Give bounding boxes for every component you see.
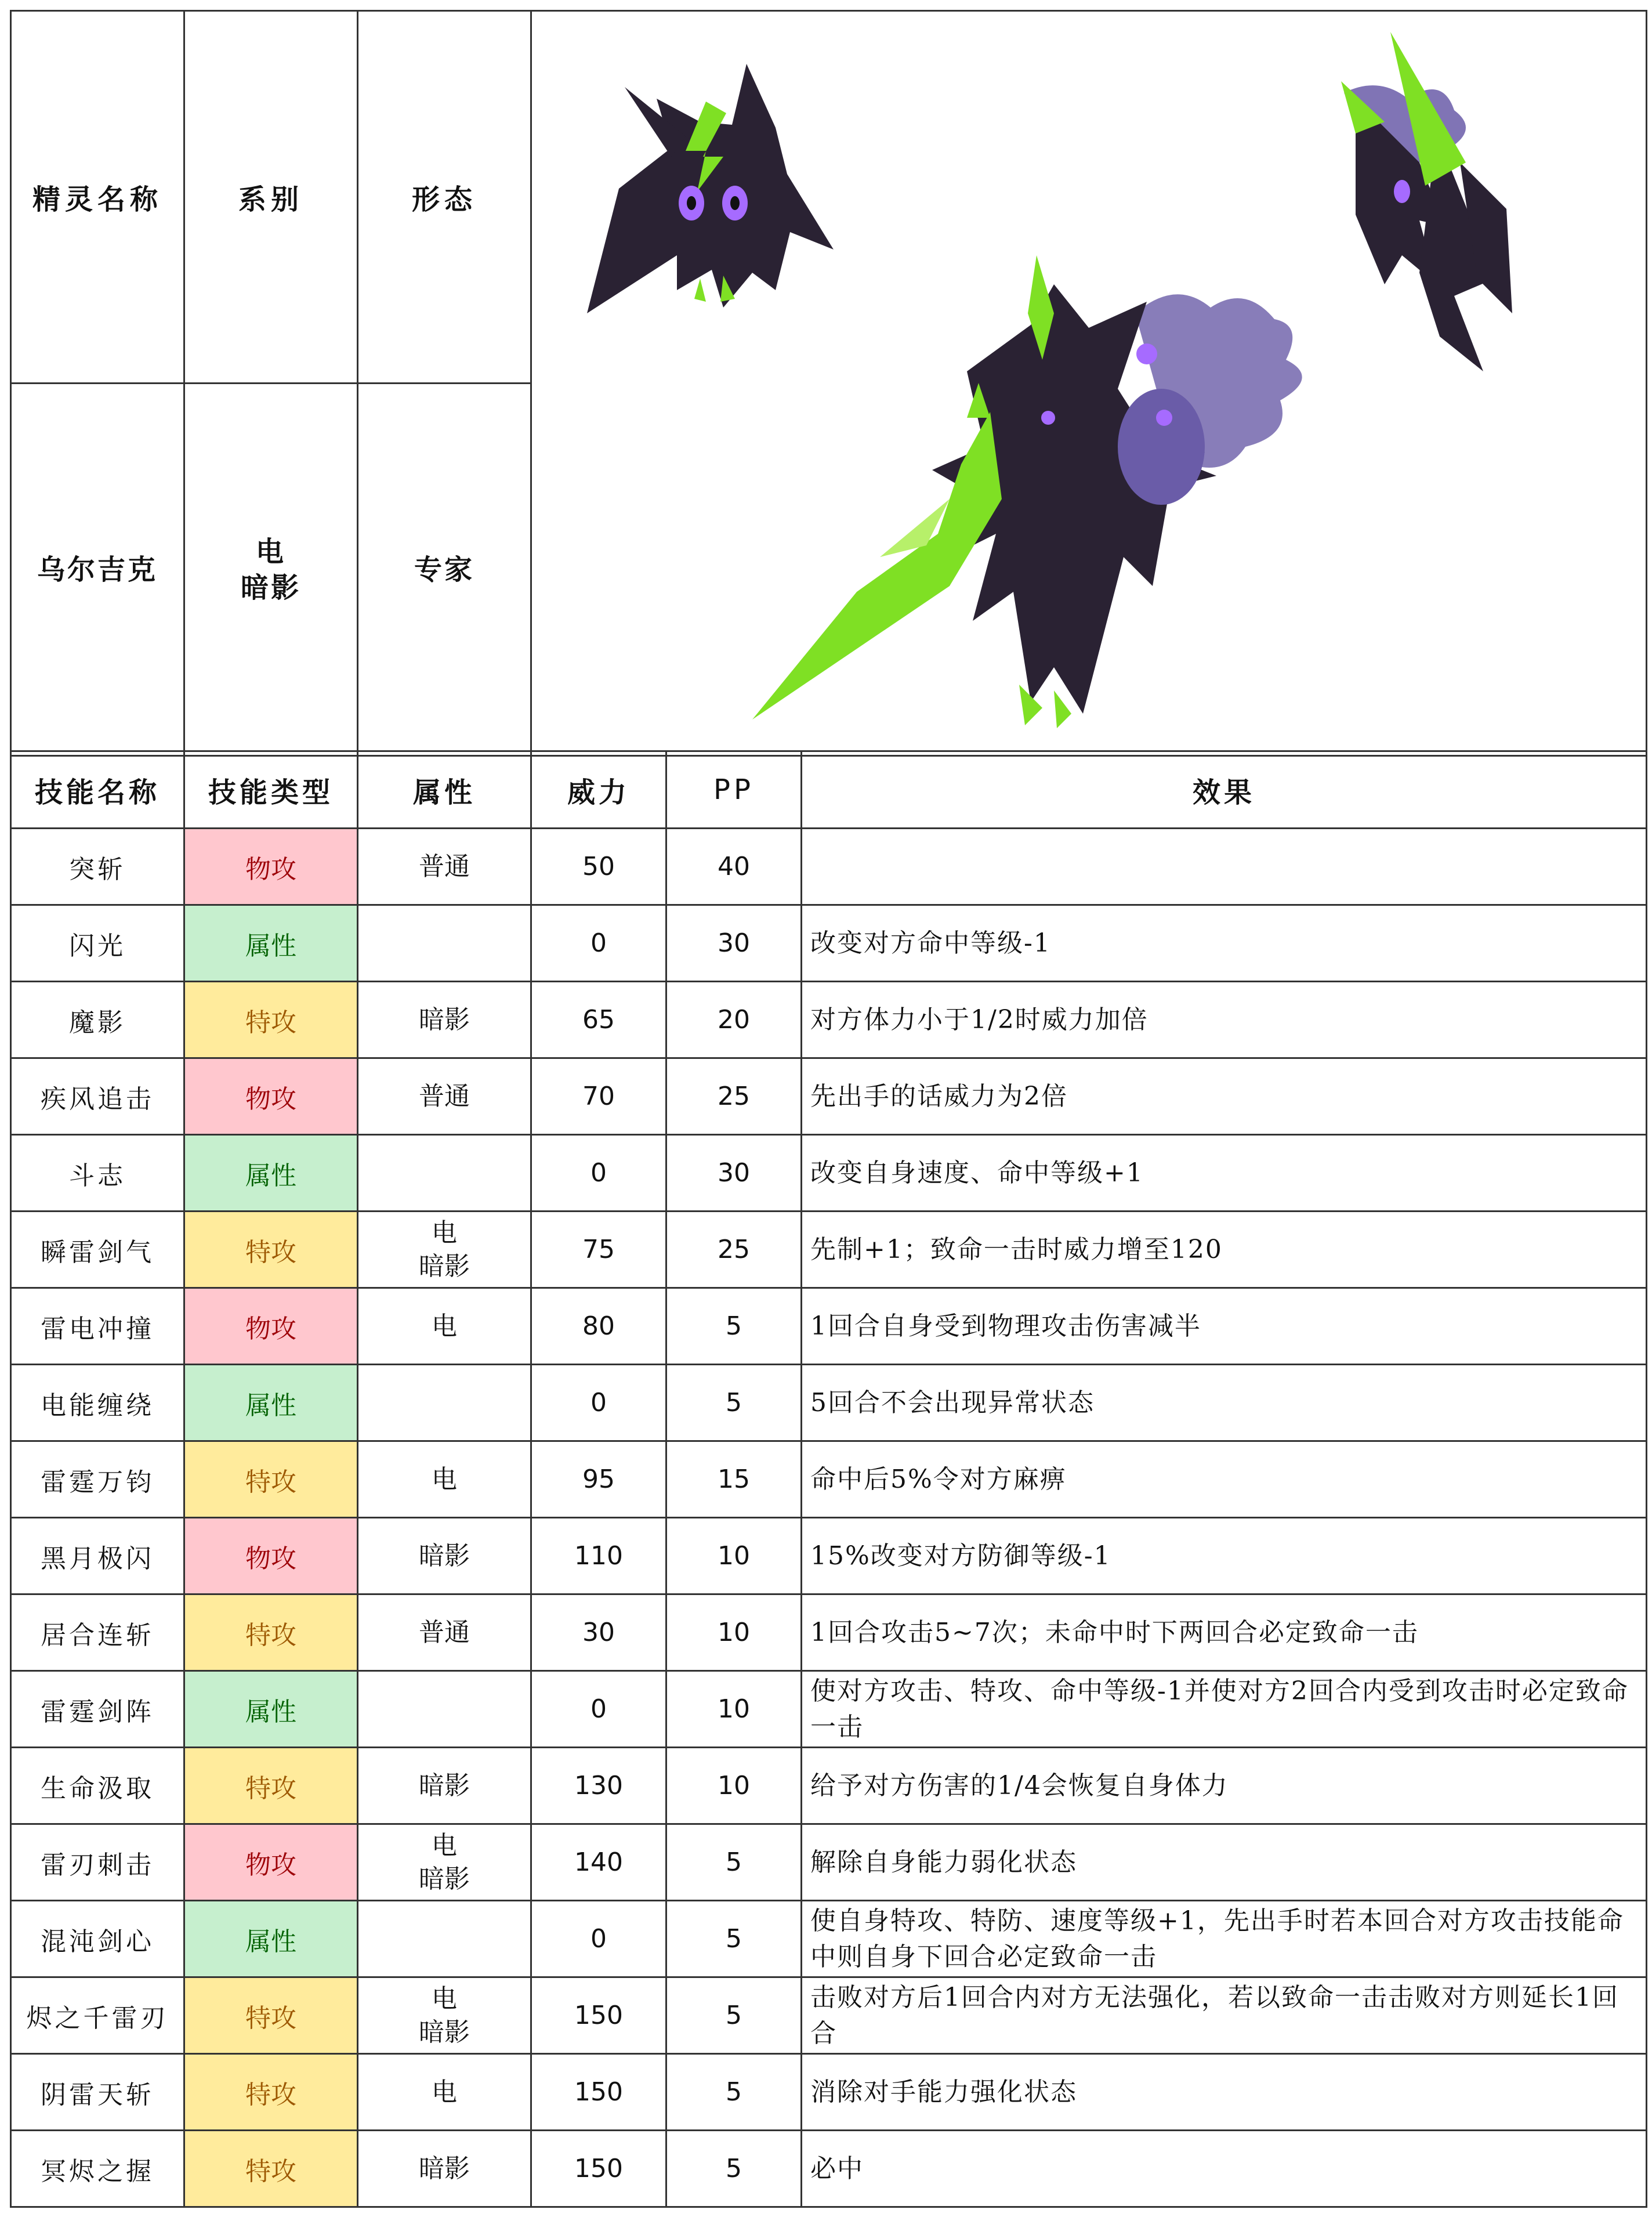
skill-row <box>11 982 1647 1058</box>
skill-attribute-line-1: 电 <box>432 1311 457 1341</box>
skill-effect: 命中后5%令对方麻痹 <box>802 1441 1647 1518</box>
skill-pp: 30 <box>666 905 802 982</box>
skill-attribute <box>358 1594 531 1671</box>
skill-attribute <box>358 1135 531 1212</box>
skill-name: 突斩 <box>11 829 184 905</box>
skill-type-badge: 物攻 <box>184 1058 358 1135</box>
skill-row <box>11 1212 1647 1288</box>
skill-row <box>11 829 1647 905</box>
label-spirit-name: 精灵名称 <box>11 11 184 384</box>
skill-name: 雷霆剑阵 <box>11 1671 184 1748</box>
skill-pp: 5 <box>666 1288 802 1365</box>
skill-power: 150 <box>531 1977 666 2054</box>
skill-row <box>11 1058 1647 1135</box>
skill-effect: 必中 <box>802 2131 1647 2207</box>
header-effect: 效果 <box>802 751 1647 829</box>
skill-name: 居合连斩 <box>11 1594 184 1671</box>
skill-power: 0 <box>531 1671 666 1748</box>
skill-attribute <box>358 1977 531 2054</box>
skill-attribute <box>358 1824 531 1901</box>
spirit-type-line-2: 暗影 <box>240 571 301 604</box>
skill-attribute <box>358 1212 531 1288</box>
skill-power: 80 <box>531 1288 666 1365</box>
skill-attribute-line-1: 电 <box>432 1830 457 1860</box>
skill-type-badge: 属性 <box>184 1901 358 1977</box>
skill-row <box>11 1365 1647 1441</box>
spirit-artwork-cell <box>531 11 1647 756</box>
spirit-side-form-illustration <box>1341 32 1512 371</box>
skill-effect <box>802 829 1647 905</box>
skill-pp: 10 <box>666 1594 802 1671</box>
skill-table-header <box>11 751 1647 829</box>
skill-type-badge: 物攻 <box>184 1518 358 1594</box>
skill-row <box>11 2131 1647 2207</box>
skill-attribute <box>358 829 531 905</box>
skill-attribute-line-1: 暗影 <box>419 1770 470 1800</box>
skill-type-badge: 属性 <box>184 1671 358 1748</box>
skill-effect: 1回合自身受到物理攻击伤害减半 <box>802 1288 1647 1365</box>
skill-row <box>11 1901 1647 1977</box>
skill-type-badge: 物攻 <box>184 829 358 905</box>
skill-row <box>11 1288 1647 1365</box>
skill-name: 黑月极闪 <box>11 1518 184 1594</box>
skill-pp: 40 <box>666 829 802 905</box>
skill-name: 闪光 <box>11 905 184 982</box>
skill-name: 斗志 <box>11 1135 184 1212</box>
skill-row <box>11 1824 1647 1901</box>
skill-pp: 20 <box>666 982 802 1058</box>
skill-type-badge: 物攻 <box>184 1824 358 1901</box>
skill-name: 疾风追击 <box>11 1058 184 1135</box>
spirit-type-line-1: 电 <box>255 535 286 568</box>
skill-row <box>11 905 1647 982</box>
skill-type-badge: 特攻 <box>184 1977 358 2054</box>
skill-name: 魔影 <box>11 982 184 1058</box>
skill-pp: 10 <box>666 1748 802 1824</box>
header-power: 威力 <box>531 751 666 829</box>
skill-power: 30 <box>531 1594 666 1671</box>
skill-type-badge: 物攻 <box>184 1288 358 1365</box>
skill-power: 95 <box>531 1441 666 1518</box>
skill-attribute-line-1: 普通 <box>419 1617 470 1647</box>
skill-attribute-line-2: 暗影 <box>419 2017 470 2047</box>
skill-name: 冥烬之握 <box>11 2131 184 2207</box>
label-spirit-form: 形态 <box>358 11 531 384</box>
skill-attribute <box>358 1365 531 1441</box>
skill-power: 0 <box>531 1901 666 1977</box>
skill-type-badge: 特攻 <box>184 2054 358 2131</box>
skill-row <box>11 1135 1647 1212</box>
skill-name: 雷刃刺击 <box>11 1824 184 1901</box>
skill-attribute <box>358 1901 531 1977</box>
header-skill-name: 技能名称 <box>11 751 184 829</box>
skill-effect: 先出手的话威力为2倍 <box>802 1058 1647 1135</box>
skill-power: 110 <box>531 1518 666 1594</box>
skill-attribute-line-1: 普通 <box>419 1081 470 1111</box>
skill-attribute-line-1: 暗影 <box>419 1541 470 1571</box>
skill-effect: 改变对方命中等级-1 <box>802 905 1647 982</box>
skill-row <box>11 1748 1647 1824</box>
skill-attribute-line-1: 暗影 <box>419 1004 470 1035</box>
spirit-name-value: 乌尔吉克 <box>11 384 184 756</box>
skill-pp: 25 <box>666 1058 802 1135</box>
skill-type-badge: 属性 <box>184 1135 358 1212</box>
skill-attribute <box>358 1748 531 1824</box>
label-spirit-type: 系别 <box>184 11 358 384</box>
skill-attribute-line-1: 电 <box>432 1464 457 1494</box>
skill-row <box>11 2054 1647 2131</box>
spirit-form-value: 专家 <box>358 384 531 756</box>
skill-pp: 5 <box>666 2131 802 2207</box>
skill-name: 雷电冲撞 <box>11 1288 184 1365</box>
skill-row <box>11 1518 1647 1594</box>
skill-attribute <box>358 1058 531 1135</box>
skill-power: 70 <box>531 1058 666 1135</box>
skill-power: 130 <box>531 1748 666 1824</box>
header-pp: PP <box>666 751 802 829</box>
skill-power: 50 <box>531 829 666 905</box>
skill-type-badge: 特攻 <box>184 1441 358 1518</box>
skill-attribute <box>358 982 531 1058</box>
skill-effect: 先制+1；致命一击时威力增至120 <box>802 1212 1647 1288</box>
skill-effect: 5回合不会出现异常状态 <box>802 1365 1647 1441</box>
spirit-info-table <box>10 10 1647 757</box>
spirit-small-form-illustration <box>587 64 834 313</box>
skill-effect: 解除自身能力弱化状态 <box>802 1824 1647 1901</box>
skill-type-badge: 特攻 <box>184 982 358 1058</box>
skill-type-badge: 特攻 <box>184 1748 358 1824</box>
spirit-main-form-illustration <box>752 255 1302 728</box>
skill-type-badge: 特攻 <box>184 1594 358 1671</box>
header-skill-type: 技能类型 <box>184 751 358 829</box>
skill-row <box>11 1671 1647 1748</box>
skill-type-badge: 属性 <box>184 905 358 982</box>
skill-power: 65 <box>531 982 666 1058</box>
skill-power: 0 <box>531 905 666 982</box>
skill-effect: 15%改变对方防御等级-1 <box>802 1518 1647 1594</box>
skill-name: 生命汲取 <box>11 1748 184 1824</box>
skill-attribute <box>358 2054 531 2131</box>
skill-attribute <box>358 1288 531 1365</box>
skill-effect: 使对方攻击、特攻、命中等级-1并使对方2回合内受到攻击时必定致命一击 <box>802 1671 1647 1748</box>
skill-attribute-line-1: 暗影 <box>419 2153 470 2183</box>
skill-name: 雷霆万钧 <box>11 1441 184 1518</box>
skill-attribute-line-2: 暗影 <box>419 1864 470 1894</box>
skill-effect: 消除对手能力强化状态 <box>802 2054 1647 2131</box>
skill-power: 0 <box>531 1135 666 1212</box>
skill-power: 150 <box>531 2131 666 2207</box>
spirit-artwork <box>532 12 1646 753</box>
skill-attribute <box>358 905 531 982</box>
skill-pp: 5 <box>666 1365 802 1441</box>
skill-type-badge: 特攻 <box>184 2131 358 2207</box>
skill-attribute-line-2: 暗影 <box>419 1251 470 1281</box>
skill-name: 烬之千雷刃 <box>11 1977 184 2054</box>
skill-row <box>11 1977 1647 2054</box>
skill-pp: 25 <box>666 1212 802 1288</box>
skill-effect: 击败对方后1回合内对方无法强化，若以致命一击击败对方则延长1回合 <box>802 1977 1647 2054</box>
skill-power: 140 <box>531 1824 666 1901</box>
skill-pp: 5 <box>666 1901 802 1977</box>
skill-attribute-line-1: 电 <box>432 2077 457 2107</box>
skill-pp: 30 <box>666 1135 802 1212</box>
skill-type-badge: 特攻 <box>184 1212 358 1288</box>
skill-power: 150 <box>531 2054 666 2131</box>
skill-name: 混沌剑心 <box>11 1901 184 1977</box>
skill-attribute-line-1: 电 <box>432 1217 457 1247</box>
skill-attribute <box>358 2131 531 2207</box>
header-attribute: 属性 <box>358 751 531 829</box>
skill-name: 阴雷天斩 <box>11 2054 184 2131</box>
skill-effect: 改变自身速度、命中等级+1 <box>802 1135 1647 1212</box>
skill-effect: 1回合攻击5~7次；未命中时下两回合必定致命一击 <box>802 1594 1647 1671</box>
skill-power: 75 <box>531 1212 666 1288</box>
skill-pp: 10 <box>666 1671 802 1748</box>
spirit-type-value <box>184 384 358 756</box>
skill-pp: 15 <box>666 1441 802 1518</box>
skill-pp: 5 <box>666 1977 802 2054</box>
skill-effect: 对方体力小于1/2时威力加倍 <box>802 982 1647 1058</box>
skill-table <box>10 750 1647 2208</box>
skill-row <box>11 1441 1647 1518</box>
skill-name: 电能缠绕 <box>11 1365 184 1441</box>
skill-pp: 10 <box>666 1518 802 1594</box>
skill-attribute-line-1: 普通 <box>419 851 470 881</box>
skill-effect: 使自身特攻、特防、速度等级+1，先出手时若本回合对方攻击技能命中则自身下回合必定致命一击 <box>802 1901 1647 1977</box>
skill-attribute <box>358 1518 531 1594</box>
skill-pp: 5 <box>666 2054 802 2131</box>
skill-attribute <box>358 1441 531 1518</box>
skill-power: 0 <box>531 1365 666 1441</box>
skill-attribute <box>358 1671 531 1748</box>
skill-type-badge: 属性 <box>184 1365 358 1441</box>
skill-row <box>11 1594 1647 1671</box>
skill-effect: 给予对方伤害的1/4会恢复自身体力 <box>802 1748 1647 1824</box>
skill-name: 瞬雷剑气 <box>11 1212 184 1288</box>
skill-pp: 5 <box>666 1824 802 1901</box>
skill-attribute-line-1: 电 <box>432 1983 457 2013</box>
